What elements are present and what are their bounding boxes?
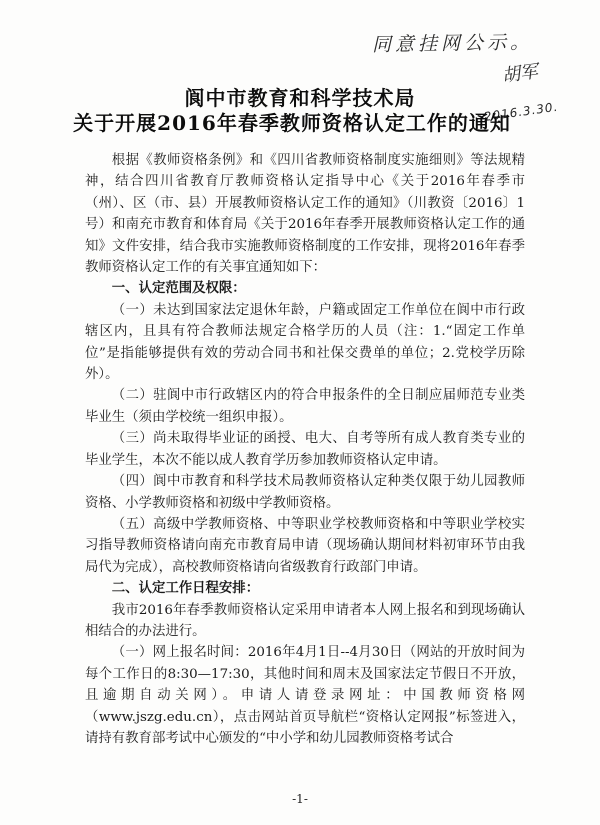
- schedule-intro: 我市2016年春季教师资格认定采用申请者本人网上报名和到现场确认相结合的办法进行。: [85, 602, 525, 639]
- page-number: -1-: [292, 792, 308, 806]
- section-heading-scope: 一、认定范围及权限：: [111, 280, 246, 297]
- scope-item-2: （二）驻阆中市行政辖区内的符合申报条件的全日制应届师范专业类毕业生（须由学校统一组织申报）。: [85, 388, 525, 425]
- schedule-item-1: （一）网上报名时间：2016年4月1日--4月30日（网站的开放时间为每个工作日的8:30—17:30，其他时间和周末及国家法定节假日不开放，且逾期自动关网）。申请人请登录网址：中国教师资格网（www.jszg.edu.cn），点击网站首页导航栏“资格认定网报”标签进入，请持有教育部考试中心颁发的“中小学和幼儿园教师资格考试合: [85, 645, 525, 746]
- document-title-subject: 关于开展2016年春季教师资格认定工作的通知: [73, 111, 511, 135]
- scope-item-3: （三）尚未取得毕业证的函授、电大、自考等所有成人教育类专业的毕业学生，本次不能以成人教育学历参加教师资格认定申请。: [85, 431, 525, 468]
- scope-item-1: （一）未达到国家法定退休年龄，户籍或固定工作单位在阆中市行政辖区内，且具有符合教师法规定合格学历的人员（注：1.“固定工作单位”是指能够提供有效的劳动合同书和社保交费单的单位；2.党校学历除外）。: [85, 302, 525, 383]
- document-title-issuer: 阆中市教育和科学技术局: [184, 86, 416, 110]
- handwritten-approval-note: 同意挂网公示。: [371, 31, 534, 56]
- handwritten-date: 2016.3.30.: [483, 99, 560, 124]
- scope-item-4: （四）阆中市教育和科学技术局教师资格认定种类仅限于幼儿园教师资格、小学教师资格和初级中学教师资格。: [85, 474, 525, 511]
- document-body: [85, 150, 525, 749]
- scope-item-5: （五）高级中学教师资格、中等职业学校教师资格和中等职业学校实习指导教师资格请向南充市教育局申请（现场确认期间材料初审环节由我局代为完成），高校教师资格请向省级教育行政部门申请。: [85, 516, 525, 575]
- section-heading-schedule: 二、认定工作日程安排：: [111, 580, 260, 597]
- intro-paragraph: 根据《教师资格条例》和《四川省教师资格制度实施细则》等法规精神，结合四川省教育厅教师资格认定指导中心《关于2016年春季市（州）、区（市、县）开展教师资格认定工作的通知》（川教资〔2016〕1号）和南充市教育和体育局《关于2016年春季开展教师资格认定工作的通知》文件安排，结合我市实施教师资格制度的工作安排，现将2016年春季教师资格认定工作的有关事宜通知如下：: [85, 153, 525, 276]
- handwritten-signature: 胡军: [500, 61, 540, 87]
